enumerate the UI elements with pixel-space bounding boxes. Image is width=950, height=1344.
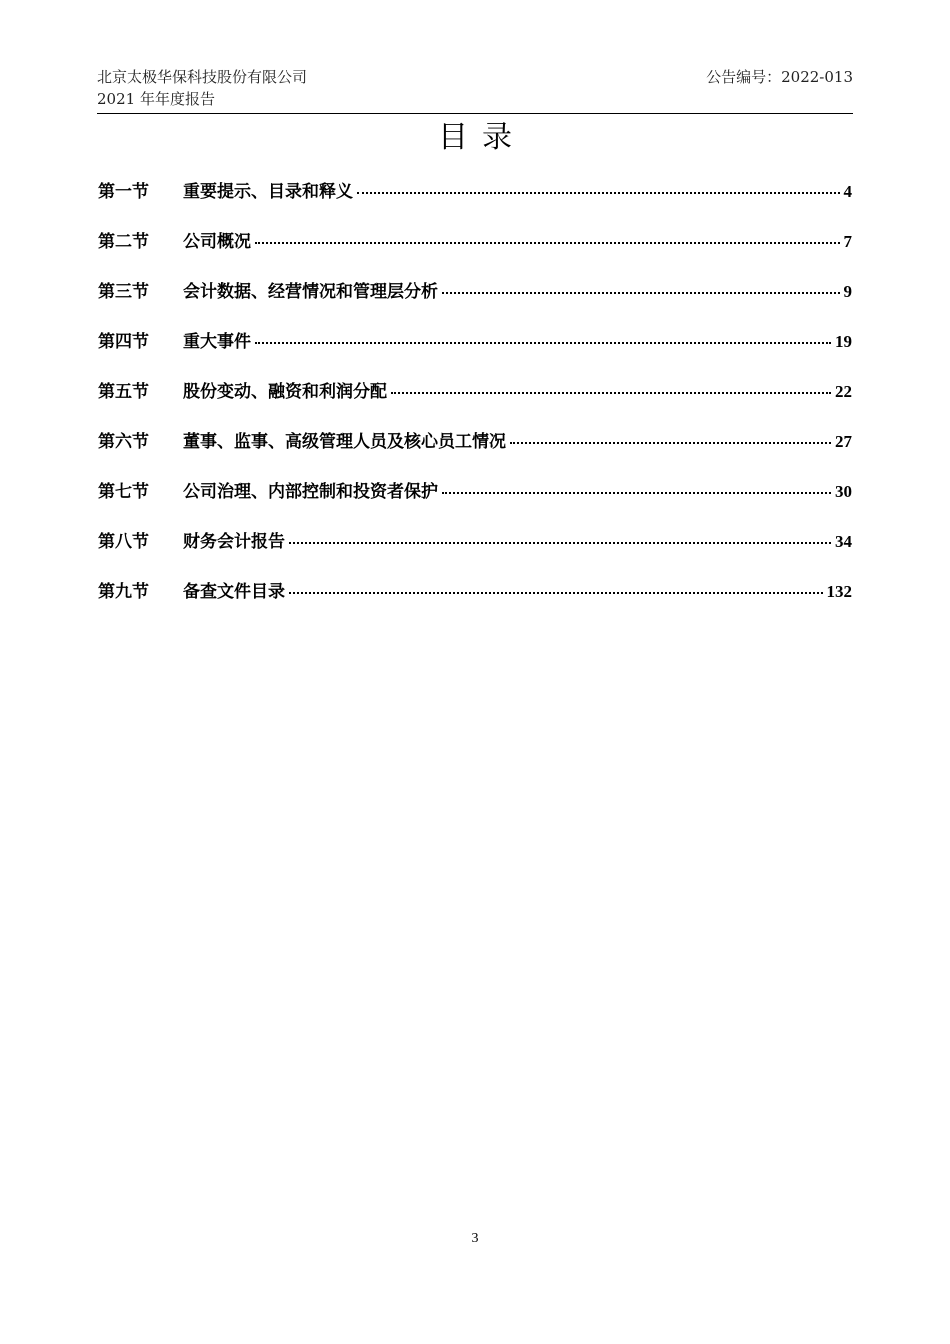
toc-section-label: 第五节 (98, 382, 149, 402)
toc-page-number: 22 (835, 382, 852, 401)
toc-dot-leader (255, 242, 840, 244)
toc-title: 会计数据、经营情况和管理层分析 (183, 282, 438, 302)
toc-section-label: 第四节 (98, 332, 149, 352)
toc-title: 股份变动、融资和利润分配 (183, 382, 387, 402)
toc-entry-3[interactable] (98, 277, 852, 327)
toc-title: 公司概况 (183, 232, 251, 252)
toc-page-number: 27 (835, 432, 852, 451)
page-header (97, 66, 853, 114)
toc-entry-2[interactable] (98, 227, 852, 277)
footer-page-number: 3 (471, 1231, 479, 1246)
toc-title: 重大事件 (183, 332, 251, 352)
toc-page-number: 19 (835, 332, 852, 351)
toc-page-number: 30 (835, 482, 852, 501)
toc-entry-8[interactable] (98, 527, 852, 577)
toc-dot-leader (442, 492, 831, 494)
toc-section-label: 第二节 (98, 232, 149, 252)
toc-entry-6[interactable] (98, 427, 852, 477)
toc-dot-leader (255, 342, 831, 344)
toc-title: 董事、监事、高级管理人员及核心员工情况 (183, 432, 506, 452)
report-name: 2021 年年度报告 (97, 90, 215, 108)
toc-title: 重要提示、目录和释义 (183, 182, 353, 202)
toc-section-label: 第八节 (98, 532, 149, 552)
toc-dot-leader (289, 542, 831, 544)
toc-dot-leader (391, 392, 831, 394)
toc-page-number: 34 (835, 532, 852, 551)
toc-title: 备查文件目录 (183, 582, 285, 602)
toc-title: 财务会计报告 (183, 532, 285, 552)
toc-section-label: 第七节 (98, 482, 149, 502)
toc-section-label: 第三节 (98, 282, 149, 302)
toc-page-number: 4 (843, 182, 852, 201)
toc-dot-leader (357, 192, 840, 194)
toc-title: 公司治理、内部控制和投资者保护 (183, 482, 438, 502)
toc-entry-1[interactable] (98, 177, 852, 227)
table-of-contents (98, 177, 852, 627)
toc-dot-leader (510, 442, 831, 444)
toc-entry-4[interactable] (98, 327, 852, 377)
toc-section-label: 第一节 (98, 182, 149, 202)
toc-dot-leader (289, 592, 823, 594)
toc-section-label: 第六节 (98, 432, 149, 452)
toc-entry-9[interactable] (98, 577, 852, 627)
toc-page-number: 9 (843, 282, 852, 301)
header-left (97, 66, 307, 110)
page-title: 目录 (438, 120, 526, 155)
toc-page-number: 132 (826, 582, 852, 601)
toc-entry-5[interactable] (98, 377, 852, 427)
toc-page-number: 7 (843, 232, 852, 251)
toc-dot-leader (442, 292, 840, 294)
announcement-number: 公告编号：2022-013 (706, 68, 853, 86)
company-name: 北京太极华保科技股份有限公司 (97, 68, 308, 86)
toc-section-label: 第九节 (98, 582, 149, 602)
toc-entry-7[interactable] (98, 477, 852, 527)
